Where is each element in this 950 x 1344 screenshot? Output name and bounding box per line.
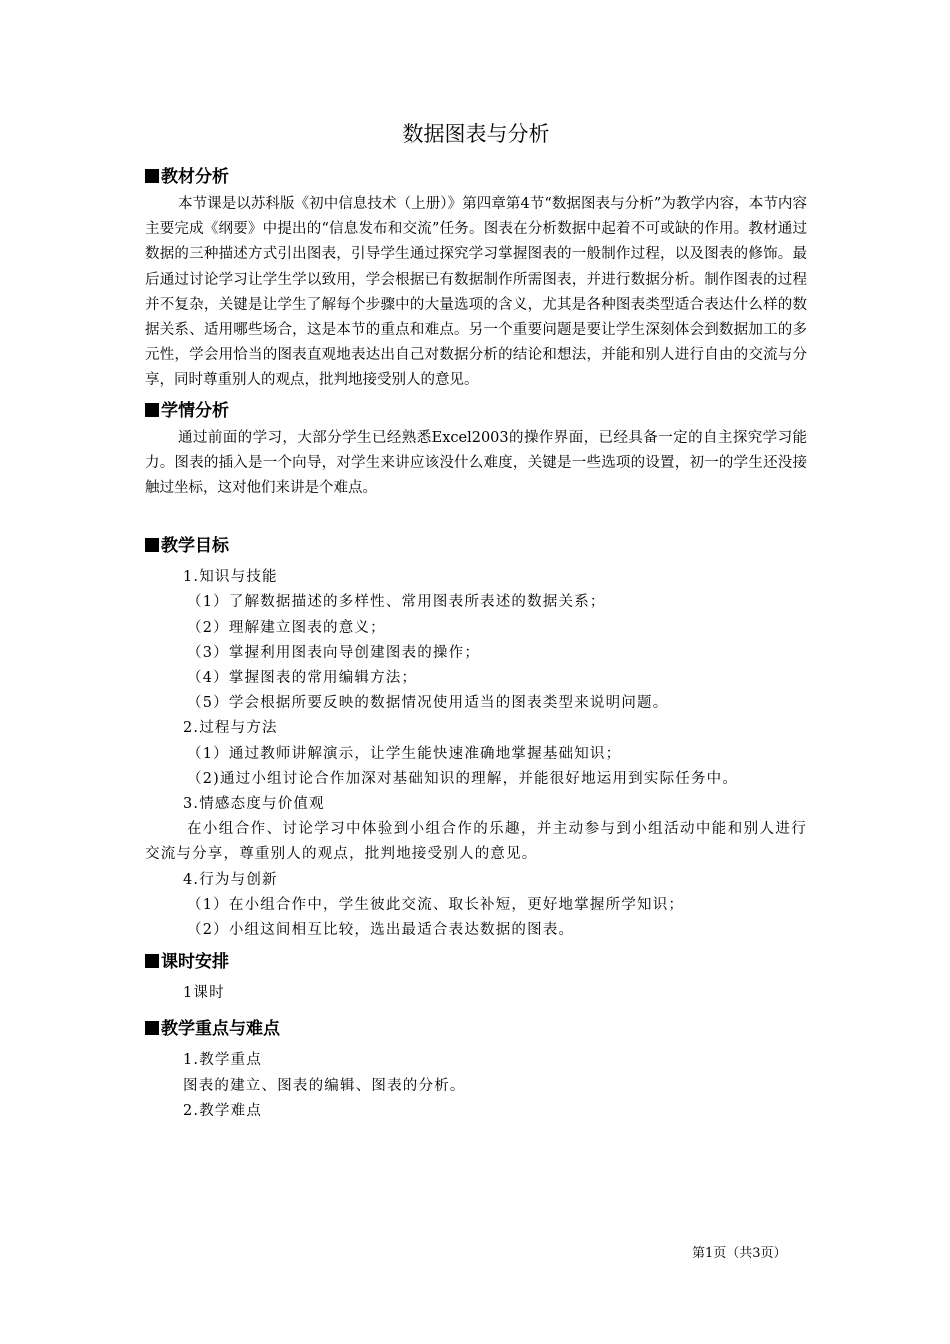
section-heading-analysis xyxy=(145,164,807,190)
square-bullet-icon xyxy=(145,169,159,183)
schedule-text: 1课时 xyxy=(183,985,225,1002)
section-heading-text: 学情分析 xyxy=(161,400,229,421)
section-heading-text: 教学重点与难点 xyxy=(161,1019,280,1040)
section-heading-text: 教学目标 xyxy=(161,536,229,557)
students-paragraph: 通过前面的学习，大部分学生已经熟悉Excel2003的操作界面，已经具备一定的自主探究学习能力。图表的插入是一个向导，对学生来讲应该没什么难度，关键是一些选项的设置，初一的学生还没接触过坐标，这对他们来讲是个难点。 xyxy=(145,429,807,497)
page-number-footer: 第1页（共3页） xyxy=(692,1246,787,1261)
keypoint-title-2: 2.教学难点 xyxy=(183,1102,263,1119)
keypoint-text: 图表的建立、图表的编辑、图表的分析。 xyxy=(183,1077,466,1094)
square-bullet-icon xyxy=(145,1021,159,1035)
section-heading-text: 课时安排 xyxy=(161,952,229,973)
goal-title-3: 3.情感态度与价值观 xyxy=(183,796,325,813)
analysis-paragraph: 本节课是以苏科版《初中信息技术（上册）》第四章第4节“数据图表与分析”为教学内容，本节内容主要完成《纲要》中提出的“信息发布和交流”任务。图表在分析数据中起着不可或缺的作用。教材通过数据的三种描述方式引出图表，引导学生通过探究学习掌握图表的一般制作过程，以及图表的修饰。最后通过讨论学习让学生学以致用，学会根据已有数据制作所需图表，并进行数据分析。制作图表的过程并不复杂，关键是让学生了解每个步骤中的大量选项的含义，尤其是各种图表类型适合表达什么样的数据关系、适用哪些场合，这是本节的重点和难点。另一个重要问题是要让学生深刻体会到数据加工的多元性，学会用恰当的图表直观地表达出自己对数据分析的结论和想法，并能和别人进行自由的交流与分享，同时尊重别人的观点，批判地接受别人的意见。 xyxy=(145,196,807,389)
goal-item: （1）在小组合作中，学生彼此交流、取长补短，更好地掌握所学知识； xyxy=(187,896,685,913)
goal-title-4: 4.行为与创新 xyxy=(183,871,278,888)
goal-item: （2）小组这间相互比较，选出最适合表达数据的图表。 xyxy=(187,922,575,939)
keypoint-title-1: 1.教学重点 xyxy=(183,1052,263,1069)
goal-item: （5）学会根据所要反映的数据情况使用适当的图表类型来说明问题。 xyxy=(187,695,669,712)
document-page xyxy=(145,118,807,1124)
page-title: 数据图表与分析 xyxy=(402,122,550,146)
section-heading-text: 教材分析 xyxy=(161,167,229,187)
goal-item: （4）掌握图表的常用编辑方法； xyxy=(187,670,418,687)
section-heading-goals xyxy=(145,533,807,559)
square-bullet-icon xyxy=(145,954,159,968)
goal-title-2: 2.过程与方法 xyxy=(183,720,278,737)
goal-item: （2）理解建立图表的意义； xyxy=(187,619,386,636)
square-bullet-icon xyxy=(145,403,159,417)
section-heading-students xyxy=(145,398,807,424)
goal-title-1: 1.知识与技能 xyxy=(183,569,278,586)
section-heading-schedule xyxy=(145,949,807,975)
square-bullet-icon xyxy=(145,538,159,552)
goal-item: （2)通过小组讨论合作加深对基础知识的理解，并能很好地运用到实际任务中。 xyxy=(187,770,739,787)
goal-item: （3）掌握利用图表向导创建图表的操作； xyxy=(187,644,481,661)
section-heading-keypoints xyxy=(145,1016,807,1042)
goal-paragraph: 在小组合作、讨论学习中体验到小组合作的乐趣，并主动参与到小组活动中能和别人进行交流与分享，尊重别人的观点，批判地接受别人的意见。 xyxy=(145,821,807,863)
goal-item: （1）通过教师讲解演示，让学生能快速准确地掌握基础知识； xyxy=(187,745,622,762)
goal-item: （1）了解数据描述的多样性、常用图表所表述的数据关系； xyxy=(187,594,606,611)
